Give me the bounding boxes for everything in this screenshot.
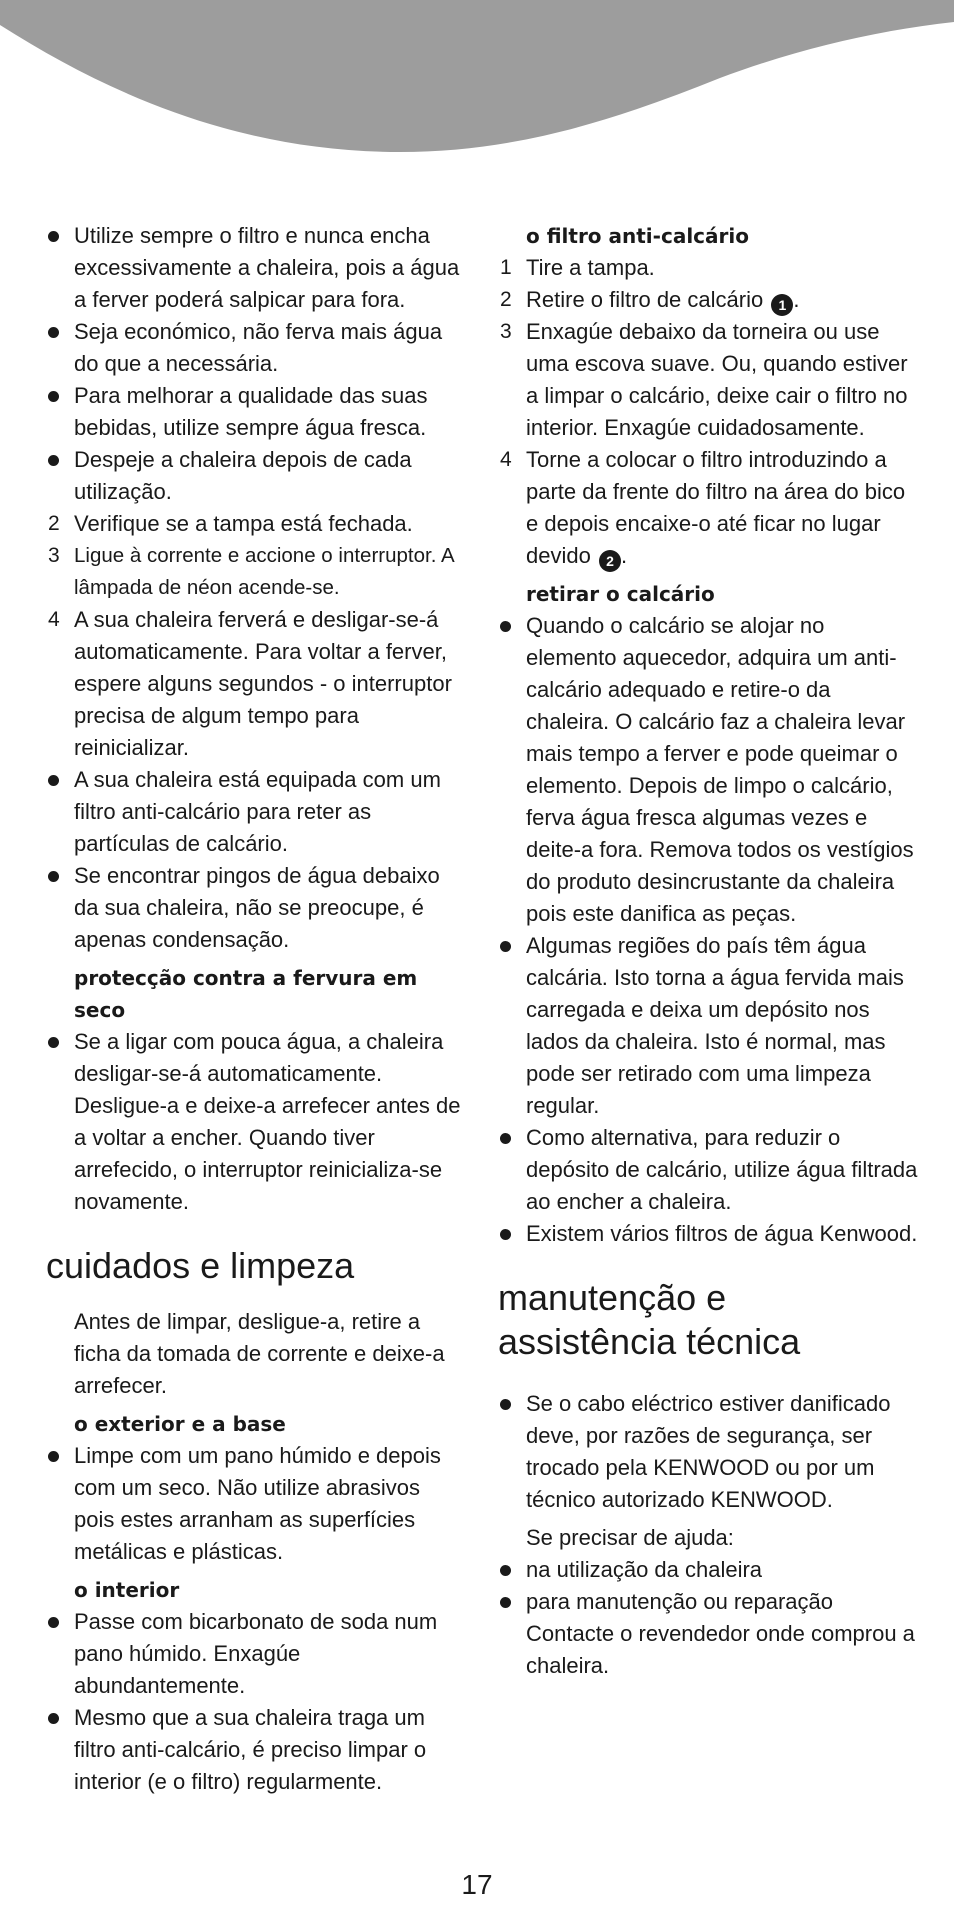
exterior-heading: o exterior e a base xyxy=(74,1412,286,1436)
bullet-icon xyxy=(500,1597,511,1608)
list-item-text: Se o cabo eléctrico estiver danificado deve, por razões de segurança, ser trocado pela KENWOOD ou por um técnico autorizado KENWOOD. xyxy=(526,1391,891,1512)
list-item xyxy=(46,764,466,860)
bullet-icon xyxy=(500,1229,511,1240)
figure-ref-2-icon: 2 xyxy=(599,550,621,572)
bullet-icon xyxy=(48,455,59,466)
bullet-icon xyxy=(500,1399,511,1410)
list-item-text: Limpe com um pano húmido e depois com um seco. Não utilize abrasivos pois estes arranham as superfícies metálicas e plásticas. xyxy=(74,1443,441,1564)
step-number: 2 xyxy=(48,512,60,535)
step-number: 1 xyxy=(500,256,512,279)
list-item-text: Seja económico, não ferva mais água do que a necessária. xyxy=(74,319,443,376)
care-section-title: cuidados e limpeza xyxy=(46,1245,355,1286)
list-item-text: A sua chaleira ferverá e desligar-se-á automaticamente. Para voltar a ferver, espere alguns segundos - o interruptor precisa de algum tempo para reinicializar. xyxy=(74,607,452,760)
list-item-text: para manutenção ou reparação Contacte o revendedor onde comprou a chaleira. xyxy=(526,1589,915,1678)
list-item xyxy=(46,508,466,540)
list-item xyxy=(46,1702,466,1798)
list-item-text: Passe com bicarbonato de soda num pano húmido. Enxagúe abundantemente. xyxy=(74,1609,438,1698)
step-number: 4 xyxy=(48,608,60,631)
bullet-icon xyxy=(48,775,59,786)
step-text: Torne a colocar o filtro introduzindo a parte da frente do filtro na área do bico e depois encaixe-o até ficar no lugar devido xyxy=(526,447,906,568)
list-item-text: Utilize sempre o filtro e nunca encha excessivamente a chaleira, pois a água a ferver poderá salpicar para fora. xyxy=(74,223,460,312)
list-item-text: Algumas regiões do país têm água calcária. Isto torna a água fervida mais carregada e deixa um depósito nos lados da chaleira. Isto é normal, mas pode ser retirado com uma limpeza regular. xyxy=(526,933,904,1118)
help-intro: Se precisar de ajuda: xyxy=(526,1525,734,1550)
step-item xyxy=(498,444,918,572)
list-item-text: Mesmo que a sua chaleira traga um filtro anti-calcário, é preciso limpar o interior (e o filtro) regularmente. xyxy=(74,1705,427,1794)
list-item-text: Como alternativa, para reduzir o depósito de calcário, utilize água filtrada ao encher a chaleira. xyxy=(526,1125,918,1214)
list-item xyxy=(46,380,466,444)
dry-boil-heading: protecção contra a fervura em seco xyxy=(74,966,418,1022)
step-text: Retire o filtro de calcário xyxy=(526,287,764,312)
step-item xyxy=(498,252,918,284)
list-item-text: Para melhorar a qualidade das suas bebidas, utilize sempre água fresca. xyxy=(74,383,428,440)
bullet-icon xyxy=(48,1713,59,1724)
bullet-icon xyxy=(48,231,59,242)
interior-heading: o interior xyxy=(74,1578,180,1602)
step-item xyxy=(498,284,918,316)
list-item xyxy=(46,604,466,764)
list-item-text: Quando o calcário se alojar no elemento aquecedor, adquira um anti-calcário adequado e retire-o da chaleira. O calcário faz a chaleira levar mais tempo a ferver e pode queimar o elemento. Depois de limpo o calcário, ferva água fresca algumas vezes e deite-a fora. Remova todos os vestígios do produto desincrustante da chaleira pois este danifica as peças. xyxy=(526,613,914,926)
list-item-text: Verifique se a tampa está fechada. xyxy=(74,511,413,536)
list-item-text: Se a ligar com pouca água, a chaleira desligar-se-á automaticamente. Desligue-a e deixe-a arrefecer antes de a voltar a encher. Quando tiver arrefecido, o interruptor reinicializa-se novamente. xyxy=(74,1029,461,1214)
step-number: 3 xyxy=(48,544,60,567)
service-title-line-1: manutenção e xyxy=(498,1277,727,1318)
descale-heading: retirar o calcário xyxy=(526,582,715,606)
service-title-line-2: assistência técnica xyxy=(498,1321,801,1362)
bullet-icon xyxy=(48,327,59,338)
bullet-icon xyxy=(500,1565,511,1576)
step-item xyxy=(498,316,918,444)
list-item xyxy=(498,1218,918,1250)
step-text-end: . xyxy=(793,287,800,312)
list-item xyxy=(46,1606,466,1702)
list-item-text: Ligue à corrente e accione o interruptor. A lâmpada de néon acende-se. xyxy=(74,544,454,599)
step-number: 3 xyxy=(500,320,512,343)
figure-ref-1-icon: 1 xyxy=(771,294,793,316)
bullet-icon xyxy=(48,1037,59,1048)
list-item xyxy=(498,1586,918,1682)
right-column xyxy=(498,220,918,1682)
header-wave-graphic xyxy=(0,0,954,160)
list-item xyxy=(498,1388,918,1516)
list-item xyxy=(498,1554,918,1586)
left-column xyxy=(46,220,466,1798)
list-item xyxy=(46,860,466,956)
bullet-icon xyxy=(500,941,511,952)
care-intro: Antes de limpar, desligue-a, retire a ficha da tomada de corrente e deixe-a arrefecer. xyxy=(74,1309,445,1398)
bullet-icon xyxy=(48,1451,59,1462)
step-text: Tire a tampa. xyxy=(526,255,655,280)
list-item-text: na utilização da chaleira xyxy=(526,1557,763,1582)
service-section-title xyxy=(498,1276,918,1364)
list-item xyxy=(46,220,466,316)
list-item xyxy=(498,1122,918,1218)
list-item xyxy=(46,540,466,604)
intro-list xyxy=(46,220,466,956)
list-item-text: Se encontrar pingos de água debaixo da sua chaleira, não se preocupe, é apenas condensação. xyxy=(74,863,440,952)
list-item xyxy=(46,1026,466,1218)
bullet-icon xyxy=(48,871,59,882)
list-item xyxy=(46,1440,466,1568)
page-number: 17 xyxy=(461,1869,493,1900)
list-item xyxy=(498,610,918,930)
list-item-text: Existem vários filtros de água Kenwood. xyxy=(526,1221,918,1246)
list-item-text: A sua chaleira está equipada com um filtro anti-calcário para reter as partículas de calcário. xyxy=(74,767,441,856)
list-item xyxy=(498,930,918,1122)
step-text: Enxagúe debaixo da torneira ou use uma escova suave. Ou, quando estiver a limpar o calcário, deixe cair o filtro no interior. Enxagúe cuidadosamente. xyxy=(526,319,908,440)
bullet-icon xyxy=(48,1617,59,1628)
bullet-icon xyxy=(500,621,511,632)
step-text-end: . xyxy=(620,543,628,568)
bullet-icon xyxy=(48,391,59,402)
list-item-text: Despeje a chaleira depois de cada utilização. xyxy=(74,447,412,504)
step-number: 2 xyxy=(500,288,512,311)
step-number: 4 xyxy=(500,448,512,471)
list-item xyxy=(46,316,466,380)
filter-heading: o filtro anti-calcário xyxy=(526,224,749,248)
list-item xyxy=(46,444,466,508)
bullet-icon xyxy=(500,1133,511,1144)
